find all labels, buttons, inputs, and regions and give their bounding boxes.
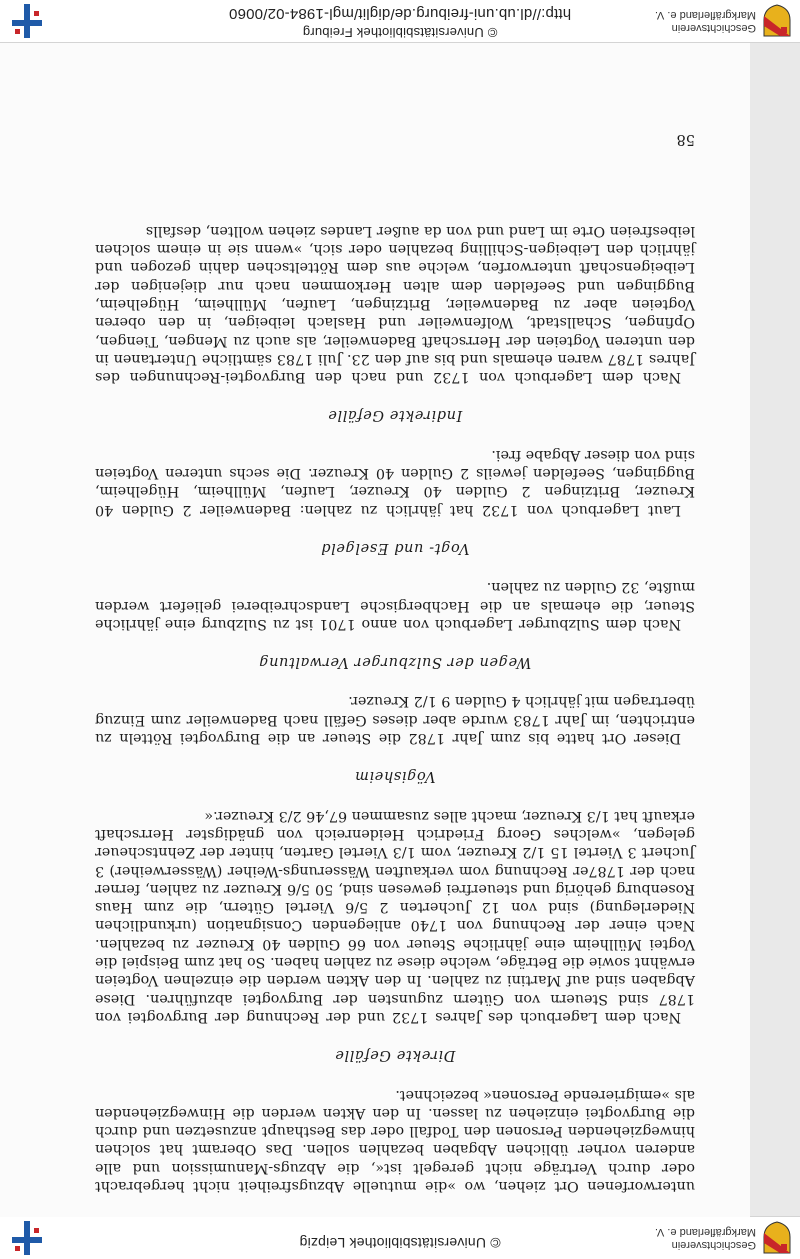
viewer-top-bar (0, 1216, 800, 1259)
bottom-bar-copyright: © Universitätsbibliothek Freiburg (302, 25, 498, 40)
intro-paragraph: unterworfenen Ort ziehen, wo »die mutuelle Abzugsfreiheit nicht hergebracht oder durch Verträge nicht geregelt ist«, die Abzugs-Manumission und alle anderen vorher üblichen Abgaben bezahlen sollen. Das Oberamt hat solchen hinwegziehenden Personen den Todfall oder das Besthaupt anzusetzen und durch die Burgvogtei einziehen zu lassen. In den Akten werden die Hinwegziehenden als »emigrierende Personen« bezeichnet. (95, 1086, 695, 1194)
page-number: 58 (676, 131, 695, 147)
section-paragraph: Nach dem Lagerbuch von 1732 und nach den Burgvogtei-Rechnungen des Jahres 1787 waren ehemals und bis auf den 23. Juli 1783 sämtliche Untertanen in den unteren Vogteien der Herrschaft Badenweiler, als auch zu Mengen, Tiengen, Opfingen, Schallstadt, Wolfenweiler und Haslach leibeigen, in den oberen Vogteien aber zu Badenweiler, Britzingen, Laufen, Müllheim, Hügelheim, Buggingen und Seefelden dem alten Herkommen nach nur diejenigen der Leibeigenschaft unterworfen, welche aus dem Rötteltschen dahin gezogen und jährlich den Leibeigen-Schilling bezahlen oder sich, »wenn sie in einem solchen leibesfreien Orte im Land und von da außer Landes ziehen wollten, desfalls (95, 222, 695, 386)
scanned-page (0, 42, 750, 1217)
section-paragraph: Laut Lagerbuch von 1732 hat jährlich zu zahlen: Badenweiler 2 Gulden 40 Kreuzer, Britzingen 2 Gulden 40 Kreuzer, Laufen, Müllheim, Hügelheim, Buggingen, Seefelden jeweils 2 Gulden 40 Kreuzer. Die sechs unteren Vogteien sind von dieser Abgabe frei. (95, 446, 695, 518)
section-paragraph: Nach dem Sulzburger Lagerbuch von anno 1701 ist zu Sulzburg eine jährliche Steuer, die ehemals an die Hachbergische Landschreiberei geliefert werden mußte, 32 Gulden zu zahlen. (95, 579, 695, 632)
section-heading: Vogt- und Eselgeld (320, 539, 470, 556)
top-bar-copyright: © Universitätsbibliothek Leipzig (299, 1235, 501, 1251)
library-logo-icon (10, 1221, 44, 1255)
section-heading: Indirekte Gefälle (327, 407, 463, 424)
viewer-bottom-bar (0, 0, 800, 43)
page-url-link[interactable]: http://dl.ub.uni-freiburg.de/diglit/mgl-1984-02/0060 (228, 5, 572, 22)
section-heading: Vögisheim (354, 768, 436, 785)
library-logo-icon (10, 4, 44, 38)
section-heading: Direkte Gefälle (334, 1047, 456, 1064)
association-name: Geschichtsverein Markgräflerland e. V. (654, 1226, 756, 1251)
section-paragraph: Dieser Ort hatte bis zum Jahr 1782 die Steuer an die Burgvogtei Rötteln zu entrichten, im Jahr 1783 wurde aber dieses Gefäll nach Badenweiler zum Einzug übertragen mit jährlich 4 Gulden 9 1/2 Kreuzer. (95, 693, 695, 747)
section-heading: Wegen der Sulzburger Verwaltung (258, 654, 532, 671)
page-body (95, 222, 695, 1195)
section-paragraph: Nach dem Lagerbuch des Jahres 1732 und der Rechnung der Burgvogtei von 1787 sind Steuern von Gütern zugunsten der Burgvogtei abzuführen. Diese Abgaben sind auf Martini zu zahlen. In den Akten werden die einzelnen Vogteien erwähnt sowie die Beträge, welche diese zu zahlen haben. So hat zum Beispiel die Vogtei Müllheim eine jährliche Steuer von 66 Gulden 40 Kreuzer zu bezahlen. Nach einer der Rechnung von 1740 anliegenden Consignation (urkundlichen Niederlegung) sind von 12 Jucherten 2 5/6 Viertel Gütern, die zum Haus Rosenburg gehörig und steuerfrei gewesen sind, 50 5/6 Kreuzer zu zahlen, ferner nach der 1787er Rechnung vom verkauften Wässerungs-Weiher (Wässerweiher) 3 Juchert 3 Viertel 15 1/2 Kreuzer, vom 1/3 Viertel Garten, hinter der Zehntscheuer gelegen, »welches Georg Friedrich Heidenreich von gnädigster Herrschaft erkauft hat 1/3 Kreuzer, macht alles zusammen 67,46 2/3 Kreuzer.« (95, 807, 695, 1025)
association-name: Geschichtsverein Markgräflerland e. V. (654, 9, 756, 34)
